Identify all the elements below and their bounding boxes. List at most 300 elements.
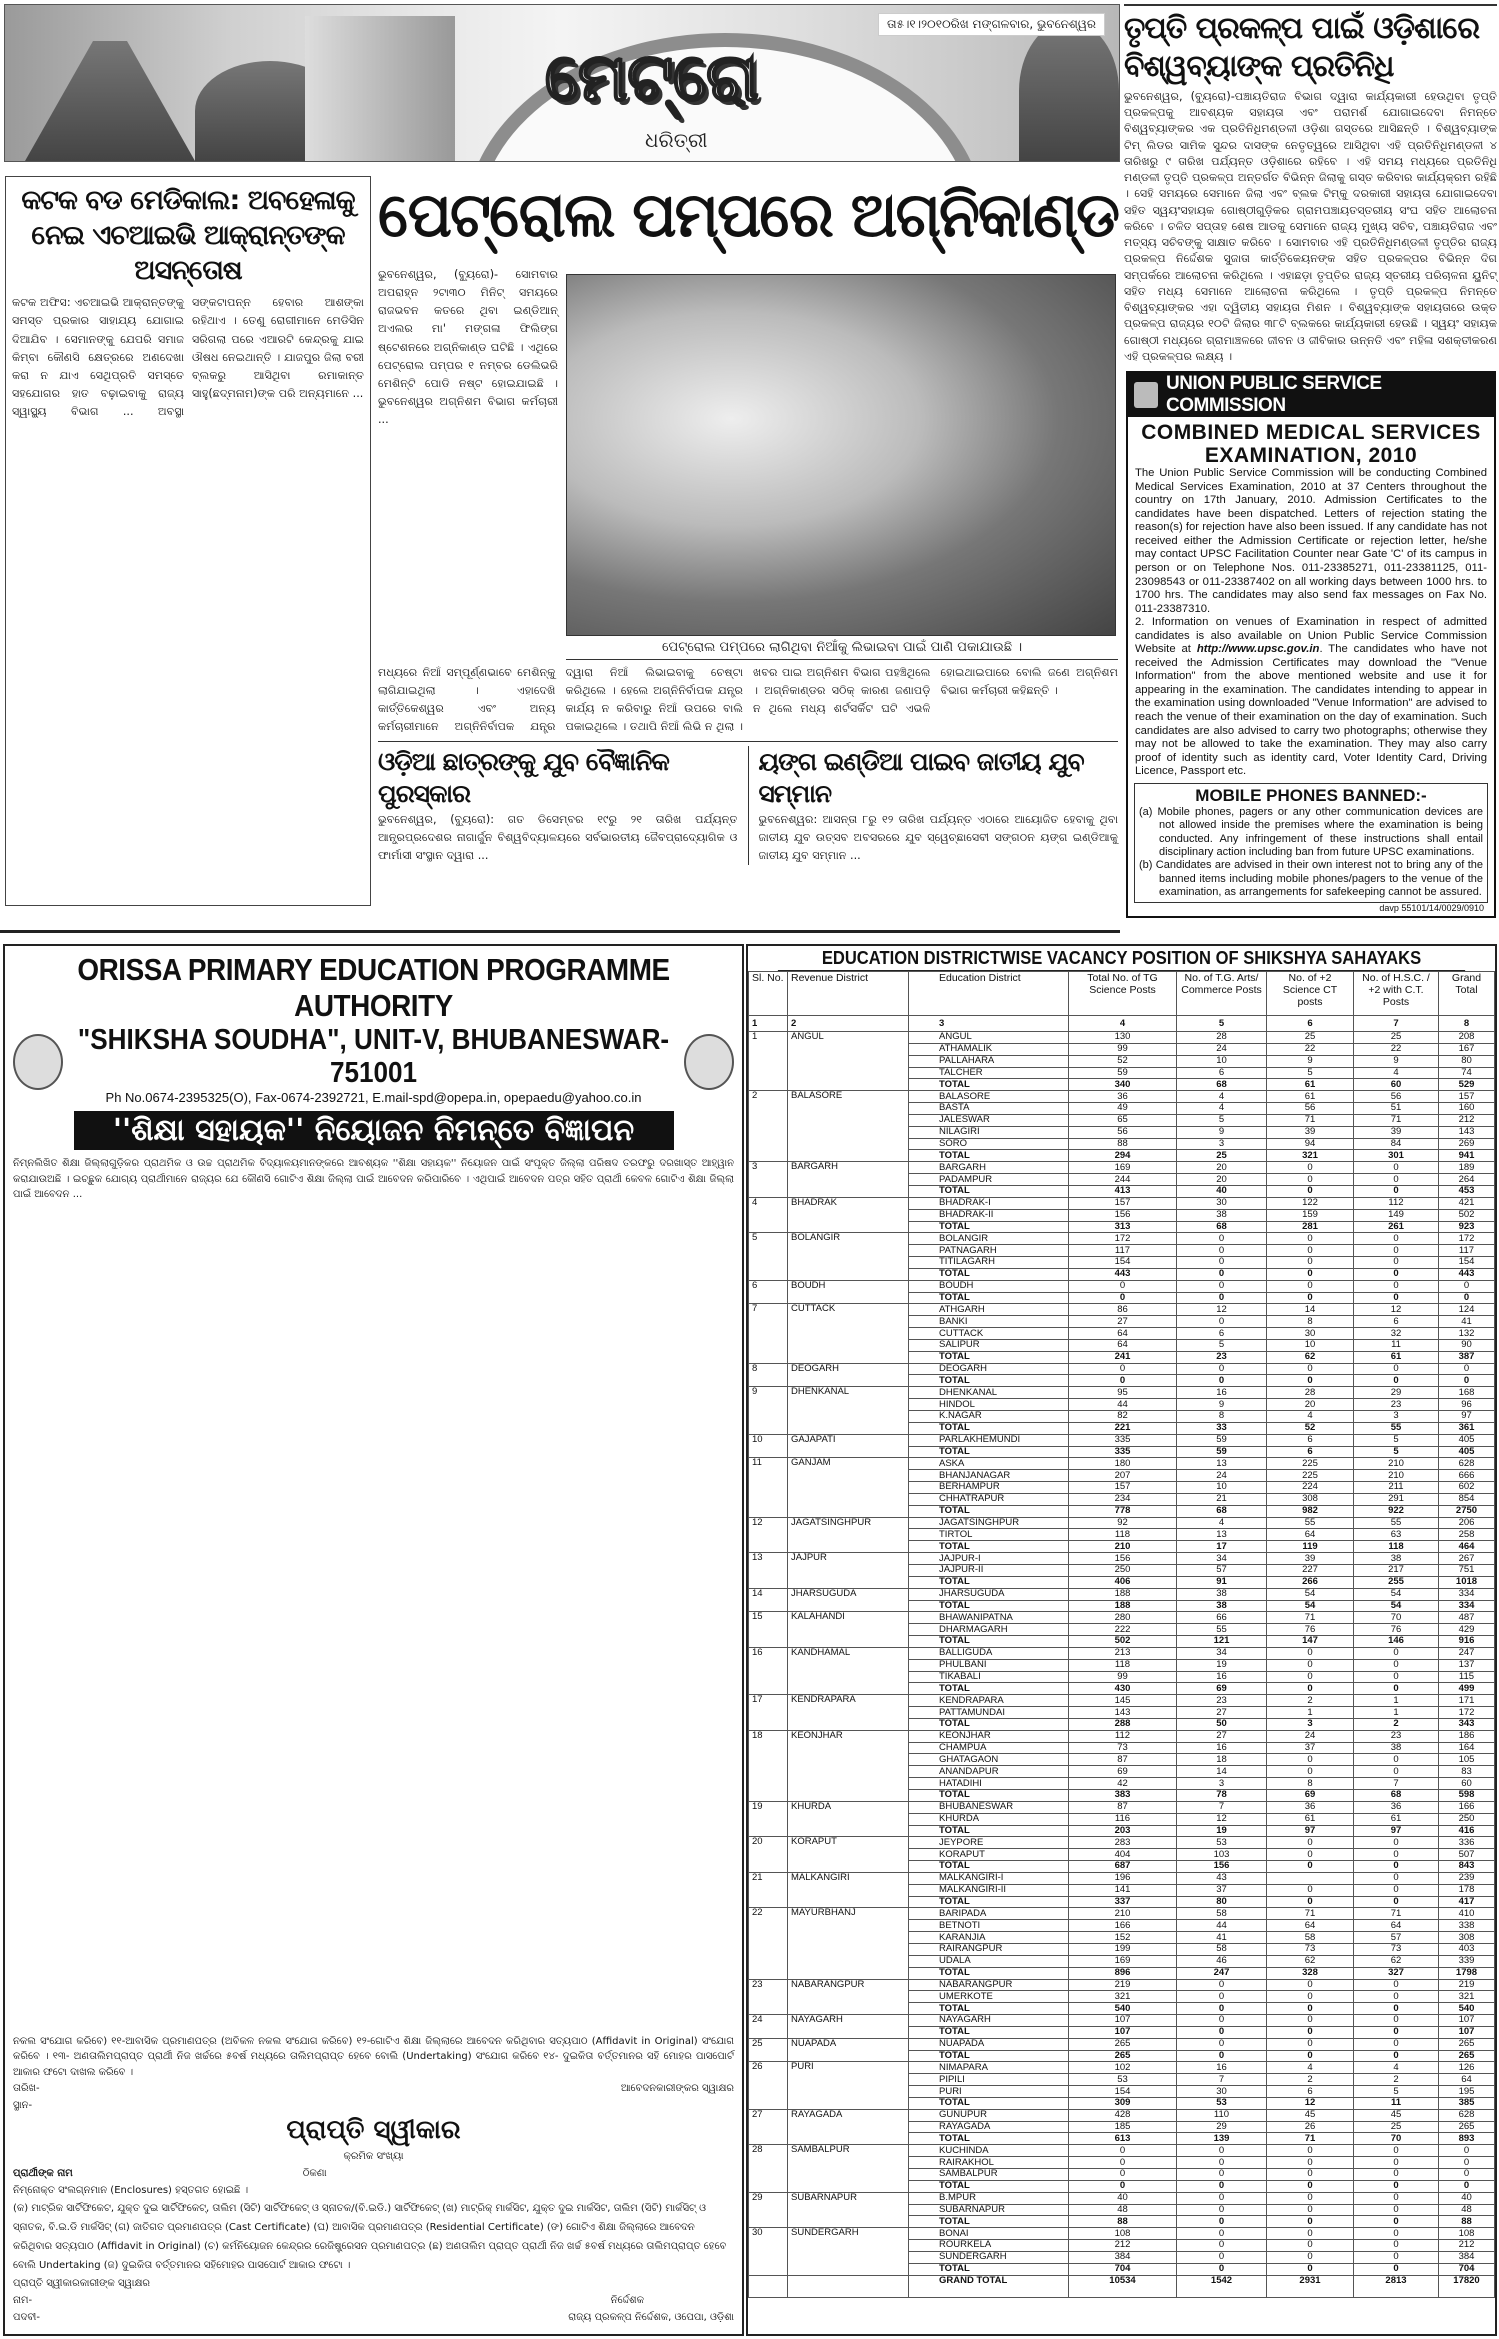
grand-total-cell: 64 [1439,2074,1495,2086]
grand-total-cell: 487 [1439,1612,1495,1624]
petrol-article-continued: ମଧ୍ୟରେ ନିଆଁ ସମ୍ପୂର୍ଣ୍ଣଭାବେ ମେଶିନ୍‌କୁ ଲାଗିଯାଇଥିଲା । ଏହାଦେଖି କାର୍ତ୍ତିକେଶ୍ୱର ଏବଂ ଅନ୍ୟ କର୍ମଚାରୀମାନେ ଅଗ୍ନିନିର୍ବାପକ ଯନ୍ତ୍ର ଦ୍ୱାରା ନିଆଁ ଲିଭାଇବାକୁ ଚେଷ୍ଟା କରିଥିଲେ । ହେଲେ ଅଗ୍ନିନିର୍ବାପକ ଯନ୍ତ୍ର କାର୍ଯ୍ୟ ନ କରିବାରୁ ନିଆଁ ଉପରେ ବାଲି ପକାଇଥିଲେ । ତଥାପି ନିଆଁ ଲିଭି ନ ଥିଲା । ଖବର ପାଇ ଅଗ୍ନିଶମ ବିଭାଗ ପହଞ୍ଚିଥିଲେ । ଅଗ୍ନିକାଣ୍ଡର ସଠିକ୍ କାରଣ ଜଣାପଡ଼ି ନ ଥିଲେ ମଧ୍ୟ ଶର୍ଟସର୍କିଟ ଘଟି ଏଭଳି ହୋଇଥାଇପାରେ ବୋଲି ଜଣେ ଅଗ୍ନିଶମ ବିଭାଗ କର୍ମଚାରୀ କହିଛନ୍ତି । [378,666,1118,734]
tg-science-cell: 154 [1069,2086,1177,2098]
education-district: DHENKANAL [909,1387,1069,1399]
tg-arts-cell: 68 [1177,1079,1267,1091]
tg-arts-cell: 14 [1177,1766,1267,1778]
upsc-p2-text: 2. Information on venues of Examination in respect of admitted candidates is also available on Union Public Service Commission Website at [1135,616,1487,656]
table-row [749,1458,1495,1470]
education-district: GUNUPUR [909,2109,1069,2121]
education-district: TOTAL [909,1422,1069,1434]
education-district: KENDRAPARA [909,1695,1069,1707]
hsc-ct-cell: 5 [1354,1434,1439,1446]
plus2-science-cell: 0 [1267,1257,1354,1269]
tg-arts-cell: 55 [1177,1624,1267,1636]
tg-science-cell: 86 [1069,1304,1177,1316]
education-district: HATADIHI [909,1778,1069,1790]
grand-total-cell: 17820 [1439,2275,1495,2297]
post-director-row [13,2309,734,2326]
mobile-ban-title: MOBILE PHONES BANNED:- [1195,785,1427,805]
plus2-science-cell: 227 [1267,1564,1354,1576]
tg-science-cell: 64 [1069,1328,1177,1340]
education-district: TOTAL [909,1505,1069,1517]
revenue-district-cell: MAYURBHANJ [788,1908,909,1979]
plus2-science-cell: 54 [1267,1588,1354,1600]
education-district: UMERKOTE [909,1991,1069,2003]
serial-label: କ୍ରମିକ ସଂଖ୍ୟା [343,2151,404,2162]
revenue-district-cell: KENDRAPARA [788,1695,909,1731]
tg-arts-cell: 0 [1177,2216,1267,2228]
grand-total-cell: 417 [1439,1896,1495,1908]
upsc-header [1128,373,1494,417]
tg-arts-cell: 0 [1177,2240,1267,2252]
header-plus2-science: No. of +2 Science CT posts [1267,972,1354,1016]
education-district: ASKA [909,1458,1069,1470]
hsc-ct-cell: 0 [1354,1375,1439,1387]
grand-total-cell: 60 [1439,1778,1495,1790]
tg-arts-cell: 91 [1177,1576,1267,1588]
tg-arts-cell: 40 [1177,1185,1267,1197]
grand-total-cell: 269 [1439,1138,1495,1150]
hsc-ct-cell: 0 [1354,2228,1439,2240]
revenue-district-cell: JHARSUGUDA [788,1588,909,1612]
hsc-ct-cell: 5 [1354,2086,1439,2098]
tg-arts-cell: 57 [1177,1564,1267,1576]
tg-arts-cell: 13 [1177,1458,1267,1470]
column-number: 7 [1354,1016,1439,1032]
tg-science-cell: 87 [1069,1754,1177,1766]
tg-arts-cell: 7 [1177,1801,1267,1813]
education-district: JHARSUGUDA [909,1588,1069,1600]
tg-arts-cell: 0 [1177,1268,1267,1280]
grand-total-cell: 2750 [1439,1505,1495,1517]
tg-arts-cell: 6 [1177,1328,1267,1340]
education-district: PATNAGARH [909,1245,1069,1257]
grand-total-cell: 48 [1439,2204,1495,2216]
plus2-science-cell: 328 [1267,1967,1354,1979]
education-district: ATHGARH [909,1304,1069,1316]
grand-total-cell: 160 [1439,1103,1495,1115]
hsc-ct-cell: 70 [1354,1612,1439,1624]
sl-no-cell: 1 [749,1032,788,1091]
grand-total-cell: 212 [1439,1114,1495,1126]
plus2-science-cell: 0 [1267,1363,1354,1375]
dateline: ତା୫।୧।୨୦୧୦ରିଖ ମଙ୍ଗଳବାର, ଭୁବନେଶ୍ୱର [878,13,1105,36]
tg-arts-cell: 69 [1177,1683,1267,1695]
recruitment-banner: ''ଶିକ୍ଷା ସହାୟକ'' ନିୟୋଜନ ନିମନ୍ତେ ବିଜ୍ଞାପନ [74,1111,674,1150]
hsc-ct-cell: 76 [1354,1624,1439,1636]
sl-no-cell: 21 [749,1872,788,1908]
tg-science-cell: 59 [1069,1067,1177,1079]
grand-total-cell: 453 [1439,1185,1495,1197]
sl-no-cell: 24 [749,2015,788,2039]
plus2-science-cell: 39 [1267,1553,1354,1565]
tg-arts-cell: 7 [1177,2074,1267,2086]
tg-arts-cell: 41 [1177,1932,1267,1944]
revenue-district-cell: BHADRAK [788,1197,909,1233]
grand-total-cell: 143 [1439,1126,1495,1138]
revenue-district-cell: SAMBALPUR [788,2145,909,2192]
tg-science-cell: 0 [1069,1375,1177,1387]
masthead [4,4,1120,162]
hsc-ct-cell: 11 [1354,1339,1439,1351]
tg-arts-cell: 38 [1177,1588,1267,1600]
plus2-science-cell: 45 [1267,2109,1354,2121]
plus2-science-cell: 54 [1267,1600,1354,1612]
education-district: BHADRAK-II [909,1209,1069,1221]
tg-arts-cell: 10 [1177,1482,1267,1494]
tg-arts-cell: 46 [1177,1955,1267,1967]
grand-total-cell: 164 [1439,1742,1495,1754]
plus2-science-cell: 321 [1267,1150,1354,1162]
sl-no-cell: 13 [749,1553,788,1589]
grand-total-cell: 704 [1439,2263,1495,2275]
vacancy-table-box [746,944,1497,2336]
tg-arts-cell: 0 [1177,1280,1267,1292]
plus2-science-cell: 119 [1267,1541,1354,1553]
sl-no-cell: 27 [749,2109,788,2145]
table-row [749,1801,1495,1813]
education-district: TOTAL [909,1718,1069,1730]
opepa-advertisement [3,944,744,2336]
upsc-paragraph-2 [1128,616,1494,779]
tg-science-cell: 309 [1069,2097,1177,2109]
tg-science-cell: 69 [1069,1766,1177,1778]
education-district: BOLANGIR [909,1233,1069,1245]
column-number: 5 [1177,1016,1267,1032]
grand-total-cell: 171 [1439,1695,1495,1707]
table-row [749,1387,1495,1399]
left-article-headline: କଟକ ବଡ ମେଡିକାଲ: ଅବହେଳାକୁ ନେଇ ଏଚଆଇଭି ଆକ୍ରାନ୍ତଙ୍କ ଅସନ୍ତୋଷ [21,185,355,287]
education-district: TOTAL [909,1221,1069,1233]
revenue-district-cell: PURI [788,2062,909,2109]
hsc-ct-cell: 4 [1354,2062,1439,2074]
hsc-ct-cell: 0 [1354,2263,1439,2275]
revenue-district-cell: BALASORE [788,1091,909,1162]
hsc-ct-cell: 0 [1354,1292,1439,1304]
tg-science-cell: 130 [1069,1032,1177,1044]
column-number: 2 [788,1016,909,1032]
grand-total-cell: 97 [1439,1411,1495,1423]
candidate-name-label: ପ୍ରାର୍ଥୀଙ୍କ ନାମ [13,2168,73,2179]
sl-no-cell: 12 [749,1517,788,1553]
table-row [749,2015,1495,2027]
tg-science-cell: 88 [1069,2216,1177,2228]
tg-science-cell: 56 [1069,1126,1177,1138]
revenue-district-cell: MALKANGIRI [788,1872,909,1908]
tg-arts-cell: 0 [1177,1292,1267,1304]
hsc-ct-cell: 68 [1354,1790,1439,1802]
tg-science-cell: 166 [1069,1920,1177,1932]
hsc-ct-cell: 1 [1354,1707,1439,1719]
grand-total-cell: 132 [1439,1328,1495,1340]
award-body: ଭୁବନେଶ୍ୱର, (ବ୍ୟୁରୋ): ଗତ ଡିସେମ୍ବର ୧୯ରୁ ୨୧ ତାରିଖ ପର୍ଯ୍ୟନ୍ତ ଆନ୍ଧ୍ରପ୍ରଦେଶର ନାଗାର୍ଜୁନ ବିଶ୍ୱବିଦ୍ୟାଳୟରେ ସର୍ବଭାରତୀୟ ଜୈବପ୍ରାଦ୍ୟୋଗିକ ଓ ଫାର୍ମାସୀ ସଂସ୍ଥାନ ଦ୍ୱାରା ... [378,812,738,862]
tg-arts-cell: 0 [1177,2003,1267,2015]
sl-no-cell: 29 [749,2192,788,2228]
hsc-ct-cell: 217 [1354,1564,1439,1576]
education-district: ROURKELA [909,2240,1069,2252]
tg-science-cell: 294 [1069,1150,1177,1162]
tg-arts-cell: 30 [1177,1197,1267,1209]
tg-arts-cell: 50 [1177,1718,1267,1730]
grand-total-cell: 219 [1439,1979,1495,1991]
tg-arts-cell: 3 [1177,1778,1267,1790]
plus2-science-cell: 0 [1267,1659,1354,1671]
hsc-ct-cell: 0 [1354,2180,1439,2192]
temple-illustration [25,41,195,161]
grand-total-cell: 239 [1439,1872,1495,1884]
grand-total-cell: 265 [1439,2121,1495,2133]
tg-arts-cell: 4 [1177,1517,1267,1529]
tg-arts-cell: 156 [1177,1861,1267,1873]
hsc-ct-cell: 0 [1354,1849,1439,1861]
tg-science-cell: 180 [1069,1458,1177,1470]
hsc-ct-cell: 25 [1354,2121,1439,2133]
tg-science-cell: 156 [1069,1553,1177,1565]
education-district: TOTAL [909,1292,1069,1304]
davp-code: davp 55101/14/0029/0910 [1379,902,1484,913]
revenue-district-cell: CUTTACK [788,1304,909,1363]
hsc-ct-cell: 39 [1354,1126,1439,1138]
plus2-science-cell: 61 [1267,1813,1354,1825]
grand-total-cell: 265 [1439,2050,1495,2062]
sl-no-cell: 30 [749,2228,788,2275]
grand-total-cell: 405 [1439,1434,1495,1446]
tg-arts-cell: 0 [1177,2180,1267,2192]
plus2-science-cell: 58 [1267,1932,1354,1944]
hsc-ct-cell: 3 [1354,1411,1439,1423]
plus2-science-cell: 1 [1267,1707,1354,1719]
plus2-science-cell: 0 [1267,2038,1354,2050]
tg-arts-cell: 121 [1177,1636,1267,1648]
tg-arts-cell: 1542 [1177,2275,1267,2297]
education-district: BOUDH [909,1280,1069,1292]
education-district: TOTAL [909,1351,1069,1363]
education-district: BARIPADA [909,1908,1069,1920]
grand-total-cell: 1018 [1439,1576,1495,1588]
tg-science-cell: 704 [1069,2263,1177,2275]
tg-arts-cell: 0 [1177,2145,1267,2157]
education-district: PALLAHARA [909,1055,1069,1067]
table-row [749,1304,1495,1316]
hsc-ct-cell: 0 [1354,2216,1439,2228]
plus2-science-cell: 0 [1267,1174,1354,1186]
revenue-district-cell: KALAHANDI [788,1612,909,1648]
tg-science-cell: 613 [1069,2133,1177,2145]
tg-arts-cell: 5 [1177,1339,1267,1351]
education-district: PARLAKHEMUNDI [909,1434,1069,1446]
plus2-science-cell: 36 [1267,1801,1354,1813]
sl-no-cell: 3 [749,1162,788,1198]
tg-arts-cell: 68 [1177,1221,1267,1233]
tg-science-cell: 108 [1069,2228,1177,2240]
education-district: KARANJIA [909,1932,1069,1944]
plus2-science-cell: 56 [1267,1103,1354,1115]
hsc-ct-cell: 71 [1354,1908,1439,1920]
grand-total-cell: 0 [1439,2180,1495,2192]
tg-science-cell: 82 [1069,1411,1177,1423]
grand-total-cell: 80 [1439,1055,1495,1067]
right-article-headline: ତୃପ୍ତି ପ୍ରକଳ୍ପ ପାଇଁ ଓଡ଼ିଶାରେ ବିଶ୍ୱବ୍ୟାଙ୍କ ପ୍ରତିନିଧି [1124,4,1497,85]
divider [378,741,1118,742]
education-district: TOTAL [909,2216,1069,2228]
grand-total-cell: 107 [1439,2015,1495,2027]
opepa-contact: Ph No.0674-2395325(O), Fax-0674-2392721, E.mail-spd@opepa.in, opepaedu@yahoo.co.in [105,1090,642,1105]
hsc-ct-cell: 210 [1354,1470,1439,1482]
plus2-science-cell: 224 [1267,1482,1354,1494]
grand-total-row [749,2275,1495,2297]
grand-total-cell: 137 [1439,1659,1495,1671]
revenue-district-cell: BARGARH [788,1162,909,1198]
tg-arts-cell: 19 [1177,1825,1267,1837]
tg-science-cell: 244 [1069,1174,1177,1186]
sl-no-cell: 16 [749,1647,788,1694]
tg-arts-cell: 25 [1177,1150,1267,1162]
tg-arts-cell: 5 [1177,1114,1267,1126]
hsc-ct-cell: 84 [1354,1138,1439,1150]
plus2-science-cell: 0 [1267,1162,1354,1174]
plus2-science-cell: 0 [1267,1671,1354,1683]
hsc-ct-cell: 2 [1354,1718,1439,1730]
tg-science-cell: 48 [1069,2204,1177,2216]
grand-total-cell: 178 [1439,1884,1495,1896]
education-district: BARGARH [909,1162,1069,1174]
tg-arts-cell: 0 [1177,2169,1267,2181]
column-number: 6 [1267,1016,1354,1032]
tg-science-cell: 112 [1069,1730,1177,1742]
plus2-science-cell: 24 [1267,1730,1354,1742]
revenue-district-cell: JAGATSINGHPUR [788,1517,909,1553]
sl-no-cell: 4 [749,1197,788,1233]
table-row [749,1730,1495,1742]
hsc-ct-cell: 0 [1354,1766,1439,1778]
tg-arts-cell: 59 [1177,1434,1267,1446]
revenue-district-cell: SUNDERGARH [788,2228,909,2275]
tg-arts-cell: 20 [1177,1162,1267,1174]
tg-science-cell: 102 [1069,2062,1177,2074]
education-district: TIKABALI [909,1671,1069,1683]
hsc-ct-cell: 12 [1354,1304,1439,1316]
tg-science-cell: 0 [1069,2145,1177,2157]
education-district: TOTAL [909,1268,1069,1280]
address-label: ଠିକଣା [302,2168,327,2179]
upsc-website-link[interactable]: http://www.upsc.gov.in [1196,643,1320,656]
tg-arts-cell: 9 [1177,1126,1267,1138]
revenue-district-cell: KORAPUT [788,1837,909,1873]
hsc-ct-cell: 0 [1354,1185,1439,1197]
plus2-science-cell: 0 [1267,2050,1354,2062]
plus2-science-cell: 6 [1267,2086,1354,2098]
grand-total-cell: 343 [1439,1718,1495,1730]
tg-science-cell: 321 [1069,1991,1177,2003]
education-district: TOTAL [909,1185,1069,1197]
hsc-ct-cell: 0 [1354,1280,1439,1292]
revenue-district-cell: NAYAGARH [788,2015,909,2039]
education-district: GRAND TOTAL [909,2275,1069,2297]
mobile-ban-b: (b) Candidates are advised in their own interest not to bring any of the banned items including mobile phones/pagers to the venue of the examination, as arrangements for safekeeping cannot be assured. [1139,859,1483,899]
grand-total-cell: 74 [1439,1067,1495,1079]
tg-arts-cell: 0 [1177,2192,1267,2204]
sl-no-cell: 18 [749,1730,788,1801]
table-row [749,1553,1495,1565]
grand-total-cell: 1798 [1439,1967,1495,1979]
hsc-ct-cell: 0 [1354,1872,1439,1884]
plus2-science-cell: 122 [1267,1197,1354,1209]
education-district: NILAGIRI [909,1126,1069,1138]
tg-arts-cell: 20 [1177,1174,1267,1186]
tg-science-cell: 283 [1069,1837,1177,1849]
tg-science-cell: 99 [1069,1671,1177,1683]
hsc-ct-cell: 38 [1354,1553,1439,1565]
plus2-science-cell: 159 [1267,1209,1354,1221]
grand-total-cell: 105 [1439,1754,1495,1766]
grand-total-cell: 167 [1439,1043,1495,1055]
plus2-science-cell: 0 [1267,2192,1354,2204]
sl-no-cell: 2 [749,1091,788,1162]
upsc-advertisement [1126,371,1496,918]
grand-total-cell: 0 [1439,1280,1495,1292]
plus2-science-cell: 39 [1267,1126,1354,1138]
plus2-science-cell: 308 [1267,1493,1354,1505]
education-district: SUBARNAPUR [909,2204,1069,2216]
tg-arts-cell: 0 [1177,2015,1267,2027]
grand-total-cell: 854 [1439,1493,1495,1505]
plus2-science-cell: 0 [1267,1268,1354,1280]
table-row [749,1979,1495,1991]
hsc-ct-cell: 112 [1354,1197,1439,1209]
sl-no-cell: 25 [749,2038,788,2062]
youth-headline: ୟଙ୍ଗ ଇଣ୍ଡିଆ ପାଇବ ଜାତୀୟ ଯୁବ ସମ୍ମାନ [758,746,1084,809]
education-district: TOTAL [909,2097,1069,2109]
tg-science-cell: 199 [1069,1943,1177,1955]
hsc-ct-cell: 1 [1354,1695,1439,1707]
table-row [749,1434,1495,1446]
tg-arts-cell: 68 [1177,1505,1267,1517]
dome-illustration [1019,21,1119,161]
education-district: MALKANGIRI-I [909,1872,1069,1884]
plus2-science-cell: 0 [1267,1754,1354,1766]
grand-total-cell: 403 [1439,1943,1495,1955]
plus2-science-cell: 76 [1267,1624,1354,1636]
hsc-ct-cell: 0 [1354,1896,1439,1908]
plus2-science-cell: 0 [1267,2026,1354,2038]
education-district: GHATAGAON [909,1754,1069,1766]
grand-total-cell: 529 [1439,1079,1495,1091]
tg-science-cell: 99 [1069,1043,1177,1055]
hsc-ct-cell: 0 [1354,2050,1439,2062]
plus2-science-cell: 71 [1267,2133,1354,2145]
hsc-ct-cell: 11 [1354,2097,1439,2109]
education-district: TOTAL [909,1150,1069,1162]
tg-science-cell: 443 [1069,1268,1177,1280]
plus2-science-cell: 37 [1267,1742,1354,1754]
sl-no-cell: 9 [749,1387,788,1434]
revenue-district-cell: NUAPADA [788,2038,909,2062]
tg-arts-cell: 27 [1177,1707,1267,1719]
enclosure-list: (କ) ମାଟ୍ରିକ ସାର୍ଟିଫିକେଟ, ଯୁକ୍ତ ଦୁଇ ସାର୍ଟିଫିକେଟ୍, ତାଲିମ (ସିଟି) ସାର୍ଟିଫିକେଟ୍ ଓ ସ୍ନାତକ/(ବି.ଇଡି.) ସାର୍ଟିଫିକେଟ୍ (ଖ) ମାଟ୍ରିକ୍ ମାର୍କସିଟ, ଯୁକ୍ତ ଦୁଇ ମାର୍କସିଟ, ତାଲିମ (ସିଟି) ମାର୍କସିଟ୍ ଓ ସ୍ନାତକ, ବି.ଇ.ଡି ମାର୍କସିଟ୍ (ଗ) ଜାତିଗତ ପ୍ରମାଣପତ୍ର (Cast Certificate) (ଘ) ଆବାସିକ ପ୍ରମାଣପତ୍ର (Residential Certificate) (ଙ) ଗୋଟିଏ ଶିକ୍ଷା ଜିଲ୍ଲାରେ ଆବେଦନ କରିଥିବାର ସତ୍ୟପାଠ (Affidavit in Original) (ଚ) କର୍ମନିୟୋଜନ କେନ୍ଦ୍ରର ରେଜିଷ୍ଟ୍ରେସନ ପ୍ରମାଣପତ୍ର (ଛ) ଅଣତାଲିମ ପ୍ରାପ୍ତ ପ୍ରାର୍ଥୀ ନିଜ ଖର୍ଚ୍ଚ ୫ବର୍ଷ ମଧ୍ୟରେ ତାଲିମପ୍ରାପ୍ତ ହେବେ ବୋଲି Undertaking (ଜ) ଦୁଇକିତା ବର୍ତ୍ତମାନର ସହିମୋହର ପାସପୋର୍ଟ ଆକାର ଫଟୋ । [13,2203,727,2271]
table-header-row [749,972,1495,1016]
education-district: TOTAL [909,2133,1069,2145]
plus2-science-cell: 3 [1267,1718,1354,1730]
education-district: BETNOTI [909,1920,1069,1932]
grand-total-cell: 384 [1439,2251,1495,2263]
plus2-science-cell: 0 [1267,2145,1354,2157]
table-row [749,1588,1495,1600]
hsc-ct-cell: 149 [1354,1209,1439,1221]
education-district: ANGUL [909,1032,1069,1044]
tg-arts-cell: 10 [1177,1055,1267,1067]
tg-science-cell: 896 [1069,1967,1177,1979]
tg-arts-cell: 53 [1177,2097,1267,2109]
